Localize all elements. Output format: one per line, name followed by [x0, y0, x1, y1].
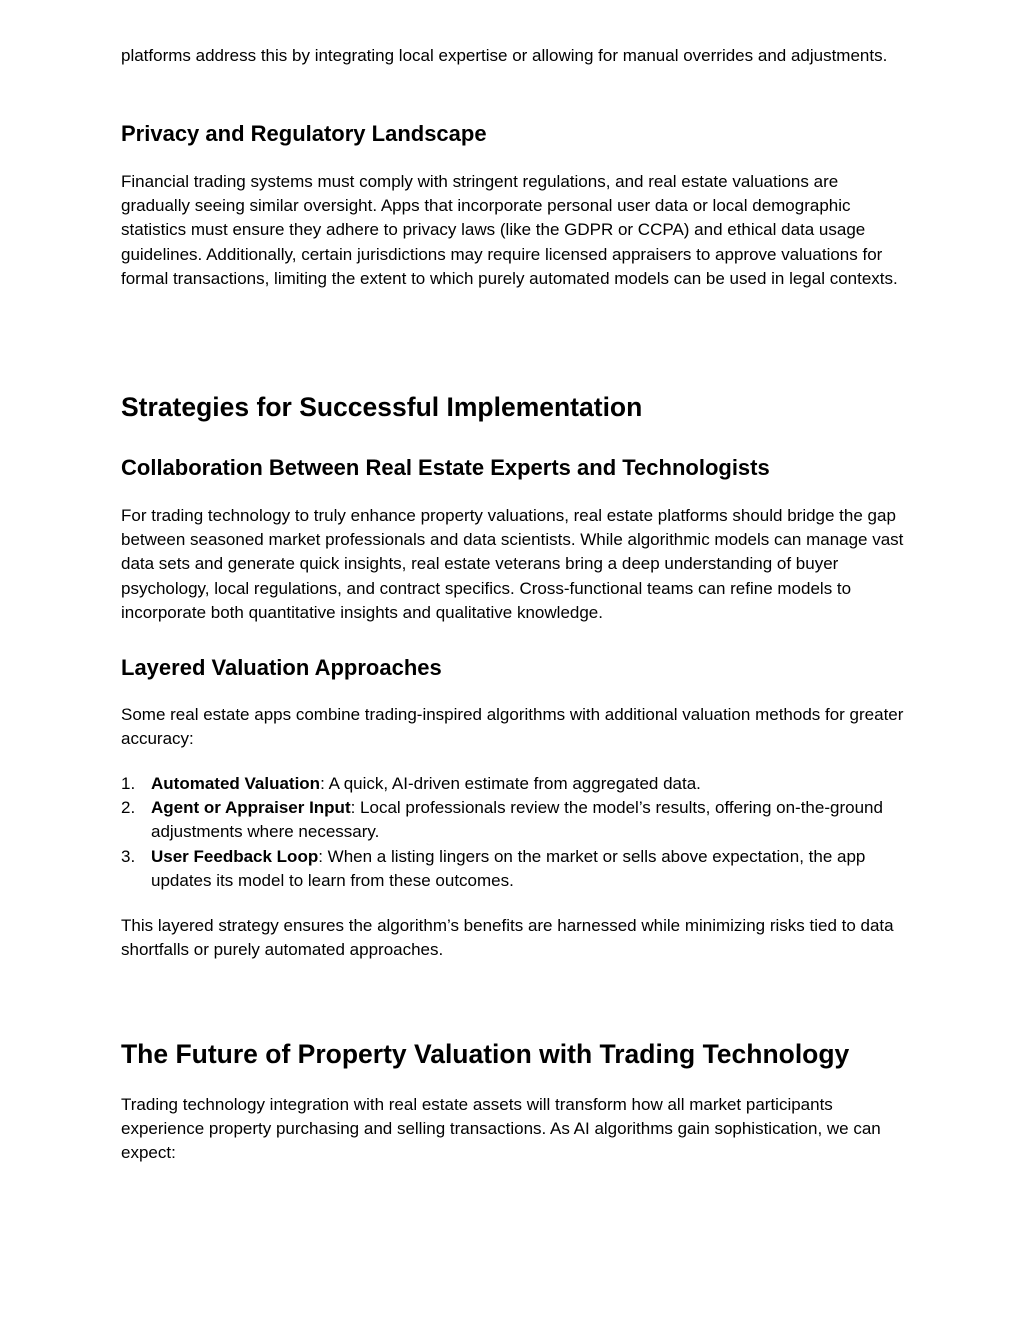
- list-item: [91, 845, 911, 893]
- privacy-heading: Privacy and Regulatory Landscape: [121, 121, 487, 146]
- layered-heading: Layered Valuation Approaches: [121, 655, 442, 680]
- list-item: [91, 796, 911, 844]
- list-item-text: : Local professionals review the model’s results, offering on-the-ground adjustments where necessary.: [151, 798, 883, 842]
- collaboration-heading: Collaboration Between Real Estate Experts and Technologists: [121, 455, 770, 480]
- future-paragraph: Trading technology integration with real estate assets will transform how all market participants experience property purchasing and selling transactions. As AI algorithms gain sophistication, we can expect:: [121, 1095, 881, 1163]
- valuation-steps-list: [91, 772, 911, 893]
- future-heading: The Future of Property Valuation with Trading Technology: [121, 1039, 850, 1069]
- collaboration-paragraph: For trading technology to truly enhance property valuations, real estate platforms should bridge the gap between seasoned market professionals and data scientists. While algorithmic models can manage vast data sets and generate quick insights, real estate veterans bring a deep understanding of buyer psychology, local regulations, and contract specifics. Cross-functional teams can refine models to incorporate both quantitative insights and qualitative knowledge.: [121, 506, 904, 622]
- privacy-paragraph: Financial trading systems must comply with stringent regulations, and real estate valuations are gradually seeing similar oversight. Apps that incorporate personal user data or local demographic statistics must ensure they adhere to privacy laws (like the GDPR or CCPA) and ethical data usage guidelines. Additionally, certain jurisdictions may require licensed appraisers to approve valuations for formal transactions, limiting the extent to which purely automated models can be used in legal contexts.: [121, 172, 898, 288]
- list-item-term: Agent or Appraiser Input: [151, 798, 351, 818]
- list-item: [91, 772, 911, 796]
- strategies-heading: Strategies for Successful Implementation: [121, 392, 643, 422]
- list-item-number: 3.: [121, 846, 136, 866]
- list-item-text: : When a listing lingers on the market or sells above expectation, the app updates its model to learn from these outcomes.: [151, 846, 866, 890]
- intro-paragraph: platforms address this by integrating local expertise or allowing for manual overrides and adjustments.: [121, 46, 888, 65]
- list-item-number: 2.: [121, 798, 136, 818]
- layered-intro-paragraph: Some real estate apps combine trading-inspired algorithms with additional valuation methods for greater accuracy:: [121, 705, 904, 749]
- list-item-number: 1.: [121, 774, 136, 793]
- list-item-text: : A quick, AI-driven estimate from aggregated data.: [320, 774, 701, 793]
- list-item-term: Automated Valuation: [151, 774, 321, 793]
- list-item-term: User Feedback Loop: [151, 846, 319, 866]
- layered-conclusion-paragraph: This layered strategy ensures the algorithm’s benefits are harnessed while minimizing risks tied to data shortfalls or purely automated approaches.: [121, 916, 894, 960]
